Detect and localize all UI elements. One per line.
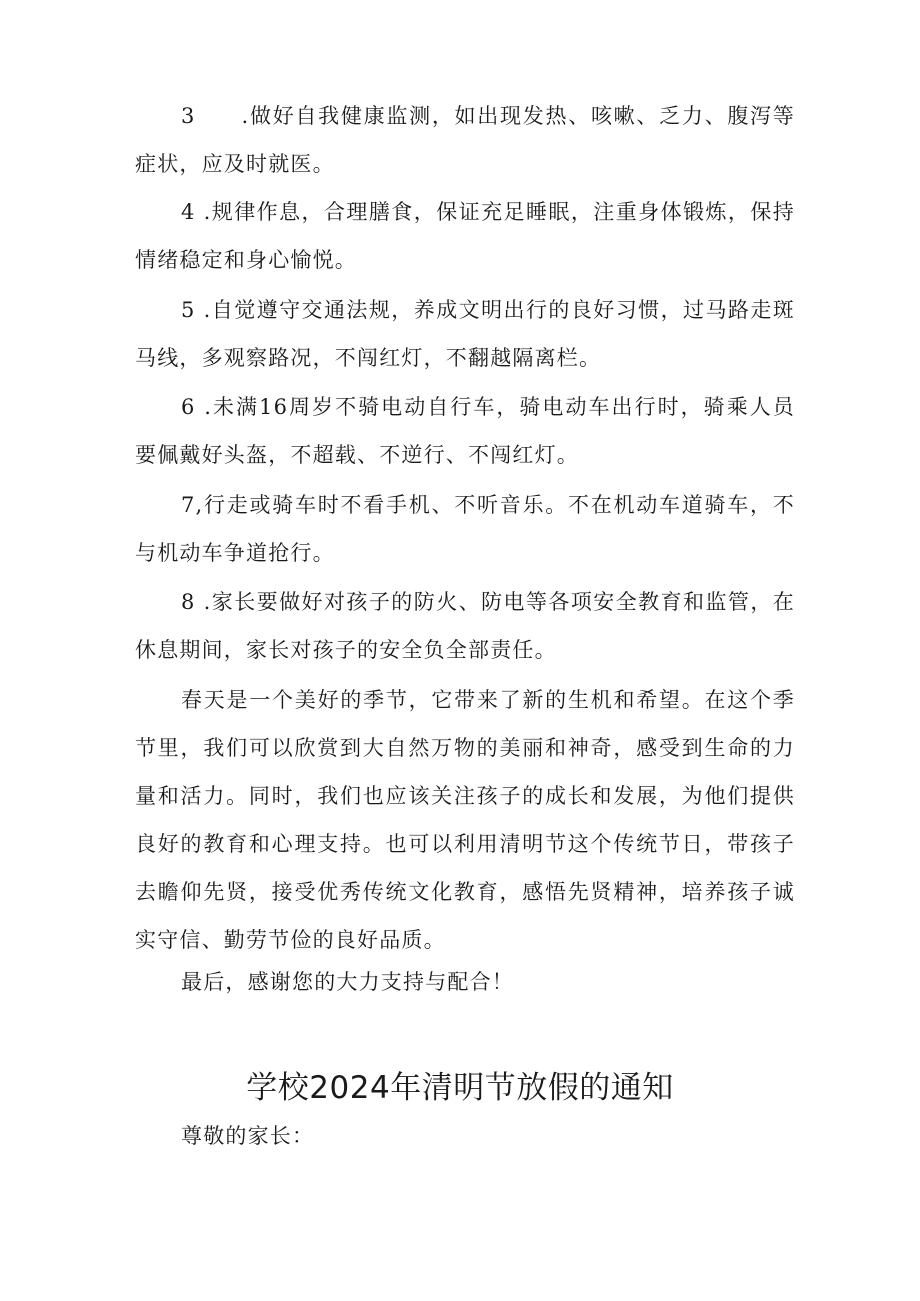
list-item-health-monitoring: 3 .做好自我健康监测，如出现发热、咳嗽、乏力、腹泻等症状，应及时就医。 <box>135 104 795 176</box>
list-item-phone-music: 7,行走或骑车时不看手机、不听音乐。不在机动车道骑车，不与机动车争道抢行。 <box>135 493 795 565</box>
list-item-routine: 4 .规律作息，合理膳食，保证充足睡眠，注重身体锻炼，保持情绪稳定和身心愉悦。 <box>135 200 795 272</box>
list-item-parent-responsibility: 8 .家长要做好对孩子的防火、防电等各项安全教育和监管，在休息期间，家长对孩子的安全负全部责任。 <box>135 590 795 662</box>
list-item-traffic-rules: 5 .自觉遵守交通法规，养成文明出行的良好习惯，过马路走斑马线，多观察路况，不闯红灯，不翻越隔离栏。 <box>135 298 795 370</box>
salutation: 尊敬的家长： <box>181 1124 315 1148</box>
spring-paragraph: 春天是一个美好的季节，它带来了新的生机和希望。在这个季节里，我们可以欣赏到大自然万物的美丽和神奇，感受到生命的力量和活力。同时，我们也应该关注孩子的成长和发展，为他们提供良好的教育和心理支持。也可以利用清明节这个传统节日，带孩子去瞻仰先贤，接受优秀传统文化教育，感悟先贤精神，培养孩子诚实守信、勤劳节俭的良好品质。 <box>135 688 795 952</box>
closing-line: 最后，感谢您的大力支持与配合！ <box>181 970 514 994</box>
notice-title: 学校2024年清明节放假的通知 <box>246 1070 674 1106</box>
list-item-e-bike: 6 .未满16周岁不骑电动自行车，骑电动车出行时，骑乘人员要佩戴好头盔，不超载、不逆行、不闯红灯。 <box>135 395 795 467</box>
